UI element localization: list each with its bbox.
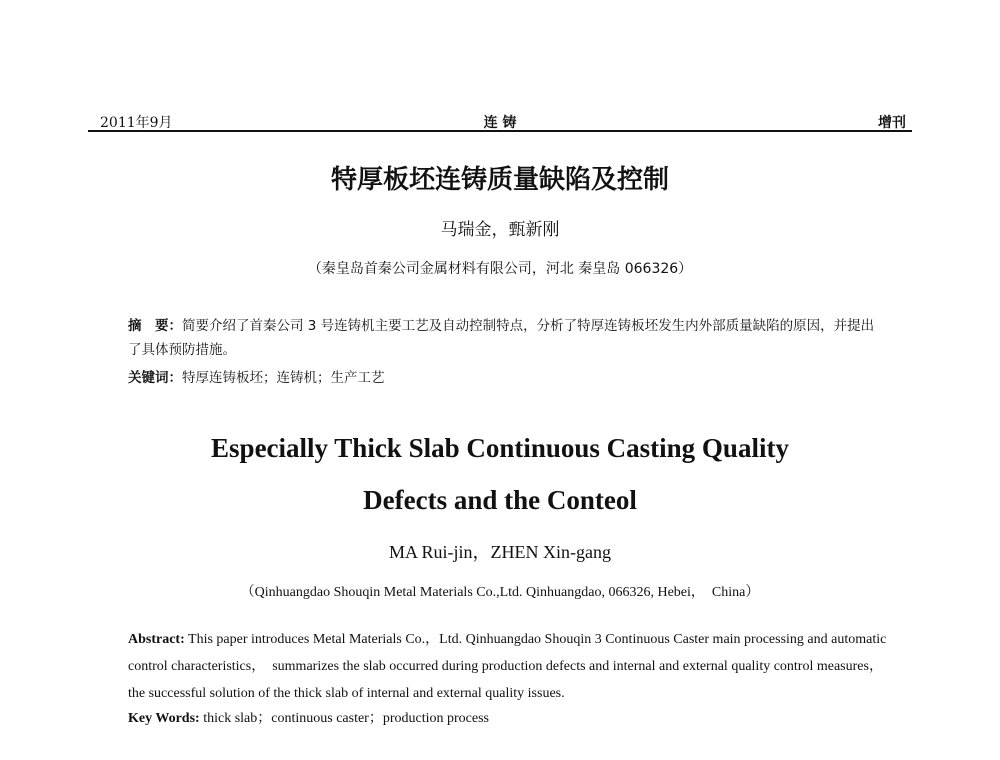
header-issue: 增刊: [878, 115, 906, 131]
english-abstract: [128, 626, 888, 707]
header-journal: 连 铸: [483, 115, 517, 131]
chinese-title: 特厚板坯连铸质量缺陷及控制: [330, 165, 669, 195]
chinese-abstract-text: 简要介绍了首秦公司 3 号连铸机主要工艺及自动控制特点，分析了特厚连铸板坯发生内外部质量缺陷的原因，并提出了具体预防措施。: [128, 318, 875, 358]
english-authors: MA Rui-jin，ZHEN Xin-gang: [389, 542, 611, 562]
english-abstract-text: This paper introduces Metal Materials Co.，Ltd. Qinhuangdao Shouqin 3 Continuous Caster main processing and automatic control characteristics， summarizes the slab occurred during production defects and internal and external quality control measures， the successful solution of the thick slab of internal and external quality issues.: [128, 632, 890, 701]
english-keywords: [128, 707, 489, 727]
chinese-keywords-label: 关键词：: [128, 370, 182, 386]
chinese-keywords: [128, 366, 385, 386]
english-title-line2: Defects and the Conteol: [363, 485, 637, 515]
running-header: [88, 110, 912, 132]
english-keywords-label: Key Words:: [128, 711, 200, 726]
chinese-keywords-text: 特厚连铸板坯；连铸机；生产工艺: [182, 370, 385, 386]
english-keywords-text: thick slab；continuous caster；production process: [203, 711, 489, 726]
chinese-authors: 马瑞金，甄新刚: [440, 220, 560, 240]
chinese-abstract-label: 摘 要：: [128, 318, 182, 334]
chinese-abstract: [128, 314, 880, 362]
header-date: 2011年9月: [100, 115, 173, 131]
english-abstract-label: Abstract:: [128, 632, 185, 647]
english-title: [0, 424, 1000, 524]
english-title-line1: Especially Thick Slab Continuous Casting Quality: [211, 433, 789, 463]
chinese-affiliation: （秦皇岛首秦公司金属材料有限公司，河北 秦皇岛 066326）: [307, 261, 693, 277]
english-affiliation: （Qinhuangdao Shouqin Metal Materials Co.,Ltd. Qinhuangdao, 066326, Hebei， China）: [240, 585, 760, 600]
